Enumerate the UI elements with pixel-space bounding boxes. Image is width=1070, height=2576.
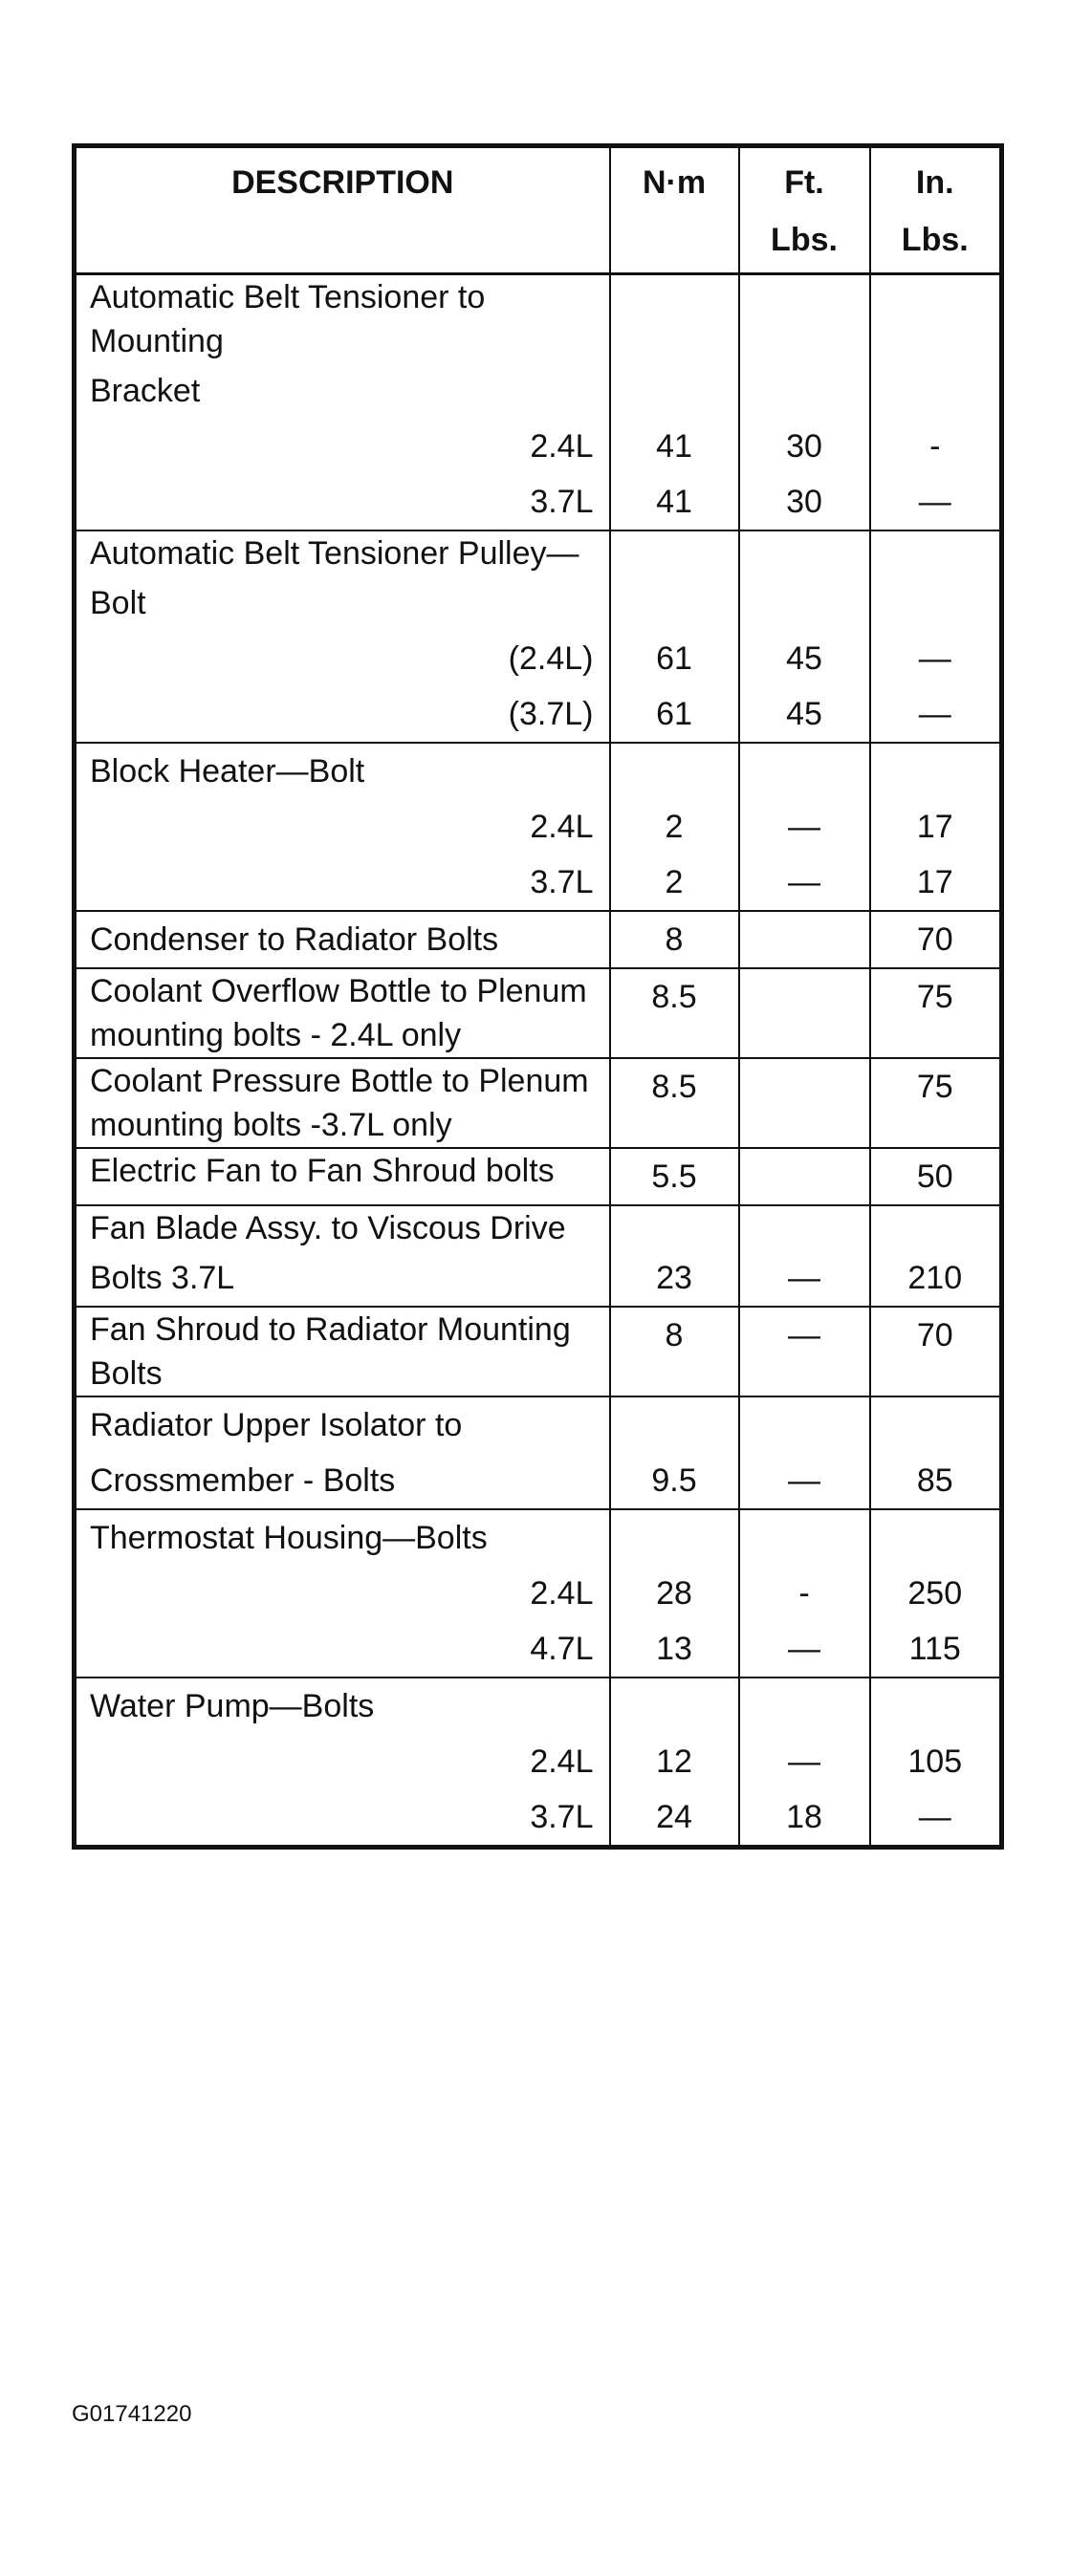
ft-lbs-value: —: [739, 855, 870, 911]
in-cell: [870, 1205, 1002, 1250]
table-row: [75, 419, 1002, 474]
in-lbs-value: -: [870, 419, 1002, 474]
in-lbs-value: 85: [870, 1453, 1002, 1509]
in-lbs-value: —: [870, 474, 1002, 530]
in-cell: [870, 530, 1002, 575]
ft-cell: [739, 363, 870, 419]
ft-cell: [739, 1678, 870, 1734]
header-in-line2: Lbs.: [901, 222, 969, 258]
description-text: Coolant Overflow Bottle to Plenum mounting bolts - 2.4L only: [90, 973, 587, 1053]
description-text: Automatic Belt Tensioner to Mounting: [90, 279, 486, 359]
nm-value: 41: [610, 419, 739, 474]
in-cell: [870, 274, 1002, 364]
header-description-label: DESCRIPTION: [231, 164, 454, 201]
description-text: Thermostat Housing—Bolts: [90, 1520, 488, 1556]
spec-group-thermostat-housing: [75, 1509, 1002, 1678]
spec-group-overflow-bottle: [75, 968, 1002, 1058]
description-text: Bolt: [90, 585, 146, 621]
description-cell: [75, 1250, 610, 1307]
nm-value: 2: [610, 799, 739, 855]
in-lbs-value: —: [870, 631, 1002, 686]
table-row: [75, 1453, 1002, 1509]
ft-cell: [739, 1396, 870, 1453]
ft-cell: [739, 743, 870, 799]
description-cell: [75, 1678, 610, 1734]
description-cell: [75, 530, 610, 575]
engine-label: 4.7L: [75, 1621, 610, 1678]
description-text: Bracket: [90, 373, 201, 409]
table-row: [75, 1509, 1002, 1566]
description-cell: [75, 1148, 610, 1205]
engine-label: 3.7L: [75, 1789, 610, 1848]
table-row: [75, 575, 1002, 631]
table-row: [75, 686, 1002, 743]
description-text: Water Pump—Bolts: [90, 1688, 375, 1724]
nm-value: 9.5: [610, 1453, 739, 1509]
ft-lbs-value: 30: [739, 474, 870, 530]
table-row: [75, 474, 1002, 530]
ft-lbs-value: —: [739, 1453, 870, 1509]
in-lbs-value: 17: [870, 799, 1002, 855]
description-text: Coolant Pressure Bottle to Plenum mounting bolts -3.7L only: [90, 1063, 589, 1143]
spec-group-pressure-bottle: [75, 1058, 1002, 1148]
header-nm: [610, 146, 739, 274]
description-cell: [75, 968, 610, 1058]
in-lbs-value: 210: [870, 1250, 1002, 1307]
table-row: [75, 911, 1002, 968]
spec-group-fan-blade: [75, 1205, 1002, 1307]
table-row: [75, 1250, 1002, 1307]
ft-lbs-value: [739, 1148, 870, 1205]
table-row: [75, 1734, 1002, 1789]
table-row: [75, 1789, 1002, 1848]
in-cell: [870, 1678, 1002, 1734]
ft-cell: [739, 575, 870, 631]
ft-lbs-value: [739, 968, 870, 1058]
nm-value: 8.5: [610, 1058, 739, 1148]
header-ft-line1: Ft.: [784, 164, 824, 201]
in-lbs-value: 17: [870, 855, 1002, 911]
in-lbs-value: 75: [870, 968, 1002, 1058]
engine-label: (3.7L): [75, 686, 610, 743]
table-row: [75, 1678, 1002, 1734]
in-lbs-value: 250: [870, 1566, 1002, 1621]
description-cell: [75, 743, 610, 799]
engine-label: 3.7L: [75, 855, 610, 911]
spec-group-electric-fan: [75, 1148, 1002, 1205]
in-lbs-value: 70: [870, 911, 1002, 968]
nm-cell: [610, 1396, 739, 1453]
table-row: [75, 1307, 1002, 1396]
header-in-line1: In.: [915, 164, 954, 201]
ft-lbs-value: —: [739, 1621, 870, 1678]
nm-value: 24: [610, 1789, 739, 1848]
header-ft-lbs: [739, 146, 870, 274]
in-lbs-value: —: [870, 1789, 1002, 1848]
description-text: Radiator Upper Isolator to: [90, 1407, 463, 1443]
table-row: [75, 363, 1002, 419]
in-lbs-value: 70: [870, 1307, 1002, 1396]
in-lbs-value: 115: [870, 1621, 1002, 1678]
in-cell: [870, 1509, 1002, 1566]
in-lbs-value: 105: [870, 1734, 1002, 1789]
description-text: Condenser to Radiator Bolts: [90, 921, 499, 958]
ft-lbs-value: -: [739, 1566, 870, 1621]
table-row: [75, 1148, 1002, 1205]
nm-cell: [610, 743, 739, 799]
engine-label: 2.4L: [75, 1734, 610, 1789]
description-text: Electric Fan to Fan Shroud bolts: [90, 1153, 555, 1189]
table-row: [75, 1058, 1002, 1148]
ft-lbs-value: —: [739, 799, 870, 855]
header-nm-label: N·m: [642, 164, 707, 201]
ft-lbs-value: 45: [739, 631, 870, 686]
table-row: [75, 1621, 1002, 1678]
ft-cell: [739, 1509, 870, 1566]
spec-group-belt-tensioner: [75, 274, 1002, 531]
table-row: [75, 799, 1002, 855]
nm-value: 5.5: [610, 1148, 739, 1205]
header-in-lbs: [870, 146, 1002, 274]
table-row: [75, 855, 1002, 911]
ft-lbs-value: —: [739, 1734, 870, 1789]
description-cell: [75, 575, 610, 631]
ft-lbs-value: —: [739, 1250, 870, 1307]
nm-value: 2: [610, 855, 739, 911]
engine-label: 2.4L: [75, 419, 610, 474]
ft-lbs-value: 18: [739, 1789, 870, 1848]
description-cell: [75, 911, 610, 968]
nm-value: 13: [610, 1621, 739, 1678]
nm-cell: [610, 274, 739, 364]
description-text: Fan Blade Assy. to Viscous Drive: [90, 1210, 566, 1246]
nm-value: 41: [610, 474, 739, 530]
nm-value: 8.5: [610, 968, 739, 1058]
in-lbs-value: 50: [870, 1148, 1002, 1205]
table-row: [75, 1396, 1002, 1453]
figure-code: G01741220: [72, 2401, 192, 2427]
nm-value: 61: [610, 686, 739, 743]
spec-group-water-pump: [75, 1678, 1002, 1848]
in-cell: [870, 743, 1002, 799]
table-row: [75, 1205, 1002, 1250]
table-row: [75, 530, 1002, 575]
description-cell: [75, 1396, 610, 1453]
description-text: Automatic Belt Tensioner Pulley—: [90, 535, 579, 572]
nm-cell: [610, 1509, 739, 1566]
table-row: [75, 631, 1002, 686]
in-cell: [870, 1396, 1002, 1453]
header-row: [75, 146, 1002, 274]
in-lbs-value: —: [870, 686, 1002, 743]
description-cell: [75, 363, 610, 419]
ft-cell: [739, 1205, 870, 1250]
ft-cell: [739, 530, 870, 575]
nm-cell: [610, 575, 739, 631]
nm-value: 8: [610, 1307, 739, 1396]
description-cell: [75, 274, 610, 364]
spec-group-condenser: [75, 911, 1002, 968]
table-row: [75, 968, 1002, 1058]
engine-label: (2.4L): [75, 631, 610, 686]
engine-label: 2.4L: [75, 799, 610, 855]
torque-spec-table: [72, 143, 1004, 1850]
in-lbs-value: 75: [870, 1058, 1002, 1148]
nm-value: 8: [610, 911, 739, 968]
nm-value: 28: [610, 1566, 739, 1621]
nm-value: 12: [610, 1734, 739, 1789]
ft-lbs-value: 45: [739, 686, 870, 743]
description-cell: [75, 1205, 610, 1250]
table-row: [75, 274, 1002, 364]
ft-lbs-value: 30: [739, 419, 870, 474]
nm-cell: [610, 530, 739, 575]
spec-group-tensioner-pulley: [75, 530, 1002, 743]
description-text: Bolts 3.7L: [90, 1260, 235, 1296]
spec-group-radiator-isolator: [75, 1396, 1002, 1509]
description-text: Fan Shroud to Radiator Mounting Bolts: [90, 1311, 571, 1392]
nm-value: 23: [610, 1250, 739, 1307]
in-cell: [870, 363, 1002, 419]
nm-value: 61: [610, 631, 739, 686]
description-cell: [75, 1509, 610, 1566]
description-text: Block Heater—Bolt: [90, 753, 365, 790]
spec-group-block-heater: [75, 743, 1002, 911]
ft-lbs-value: —: [739, 1307, 870, 1396]
table-row: [75, 743, 1002, 799]
description-text: Crossmember - Bolts: [90, 1462, 396, 1499]
nm-cell: [610, 363, 739, 419]
ft-lbs-value: [739, 911, 870, 968]
spec-group-fan-shroud: [75, 1307, 1002, 1396]
nm-cell: [610, 1678, 739, 1734]
header-ft-line2: Lbs.: [771, 222, 838, 258]
ft-lbs-value: [739, 1058, 870, 1148]
ft-cell: [739, 274, 870, 364]
description-cell: [75, 1058, 610, 1148]
description-cell: [75, 1307, 610, 1396]
engine-label: 3.7L: [75, 474, 610, 530]
in-cell: [870, 575, 1002, 631]
engine-label: 2.4L: [75, 1566, 610, 1621]
description-cell: [75, 1453, 610, 1509]
header-description: [75, 146, 610, 274]
table-row: [75, 1566, 1002, 1621]
nm-cell: [610, 1205, 739, 1250]
